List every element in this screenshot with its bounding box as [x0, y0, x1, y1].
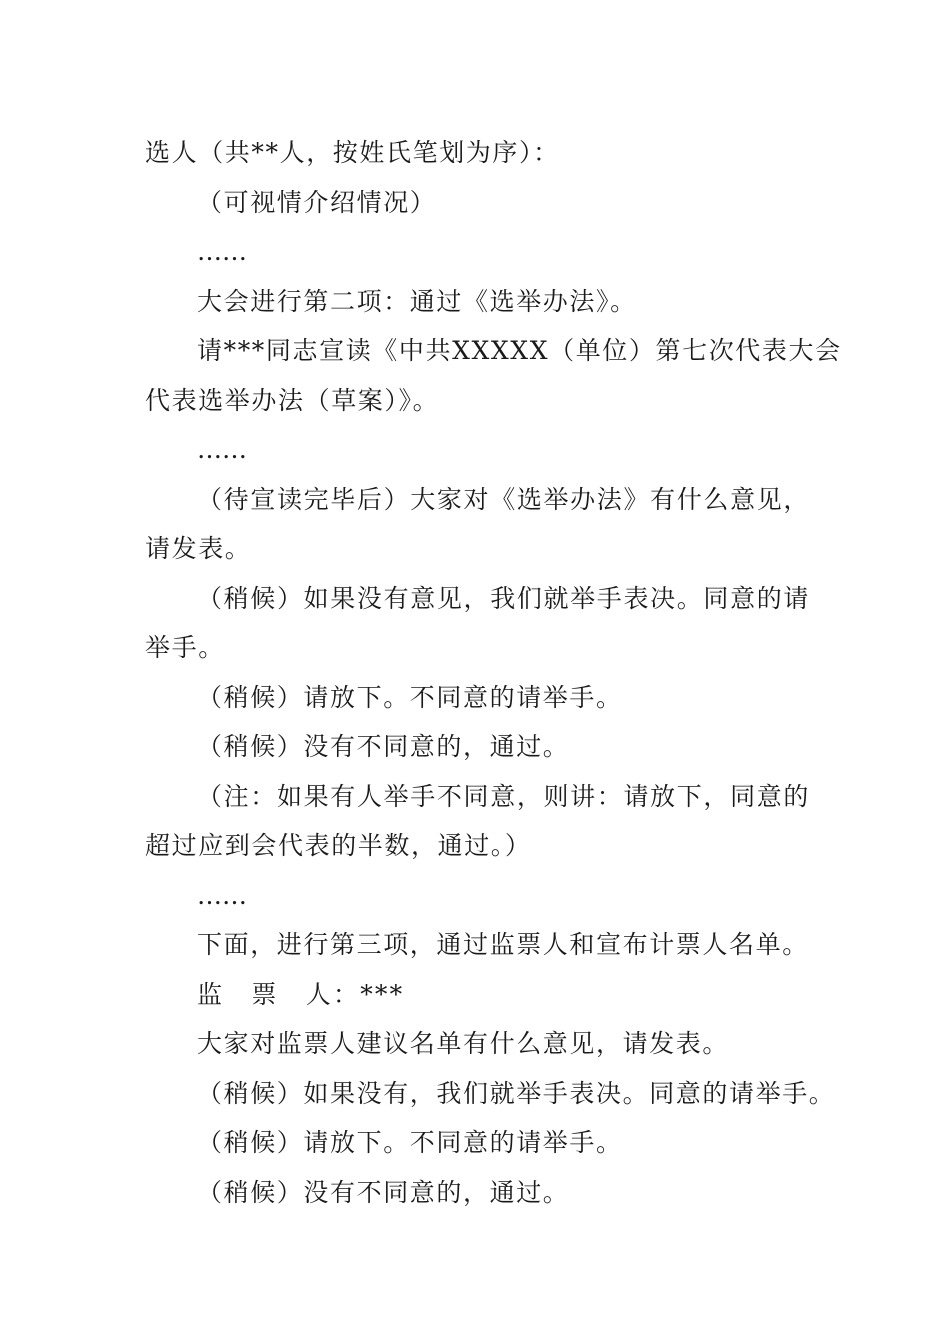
text-line: 大会进行第二项：通过《选举办法》。 [197, 286, 637, 316]
text-line: （稍候）没有不同意的，通过。 [197, 1177, 570, 1207]
ellipsis-line: …… [197, 880, 247, 910]
text-line: （稍候）如果没有意见，我们就举手表决。同意的请 [197, 583, 810, 613]
text-line: 举手。 [145, 633, 225, 662]
text-line: （可视情介绍情况） [197, 187, 437, 217]
text-line: 监 票 人：*** [197, 979, 405, 1009]
text-line: （待宣读完毕后）大家对《选举办法》有什么意见， [197, 484, 810, 514]
text-line: 请***同志宣读《中共XXXXX（单位）第七次代表大会 [197, 336, 842, 365]
document-page [145, 128, 842, 1217]
text-line: （稍候）如果没有，我们就举手表决。同意的请举手。 [197, 1078, 836, 1108]
text-line: 代表选举办法（草案）》。 [145, 385, 440, 415]
text-line: （稍候）没有不同意的，通过。 [197, 732, 570, 761]
text-line: 下面，进行第三项，通过监票人和宣布计票人名单。 [197, 930, 809, 959]
ellipsis-line: …… [197, 237, 247, 266]
text-line: （稍候）请放下。不同意的请举手。 [197, 682, 623, 712]
text-line: 大家对监票人建议名单有什么意见，请发表。 [197, 1029, 730, 1058]
text-line: （稍候）请放下。不同意的请举手。 [197, 1128, 623, 1157]
text-line: 超过应到会代表的半数，通过。） [145, 831, 532, 860]
ellipsis-line: …… [197, 435, 247, 464]
text-line: 请发表。 [145, 534, 252, 563]
text-line: 选人（共**人，按姓氏笔划为序）： [145, 138, 560, 167]
text-line: （注：如果有人举手不同意，则讲：请放下，同意的 [197, 781, 810, 811]
